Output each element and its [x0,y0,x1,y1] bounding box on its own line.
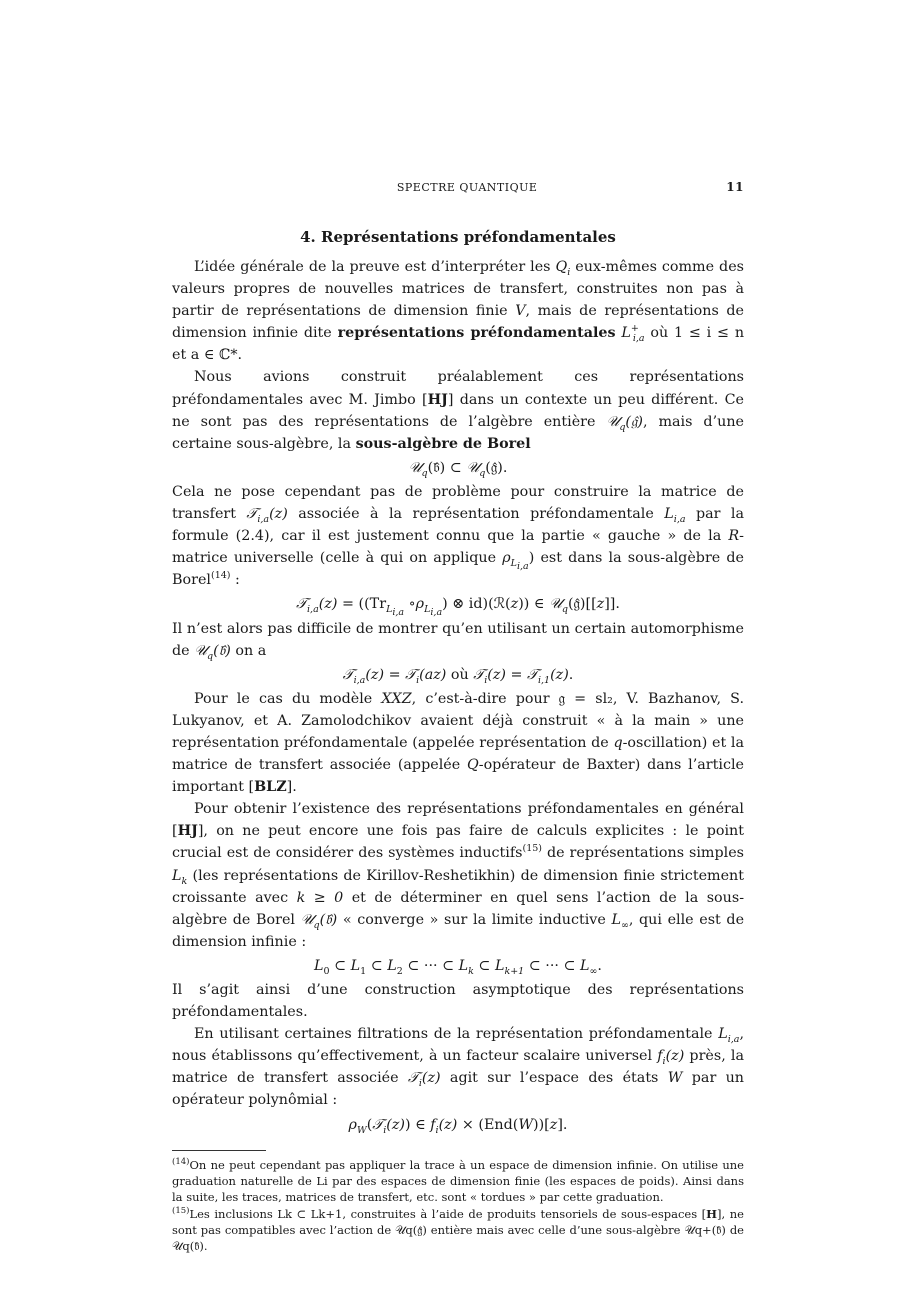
paragraph-4 [172,618,744,662]
footnote-mark-14: (14) [172,1156,190,1167]
math-k-ge-0: k ≥ 0 [296,889,344,906]
paragraph-3 [172,481,744,591]
math-v: V [515,303,526,320]
running-header [172,180,744,194]
math-fi-z: $f_i(z)$ [657,1048,685,1068]
citation-hj-2: HJ [177,823,198,840]
paragraph-7: Il s’agit ainsi d’une construction asymptotique des représentations préfondamentales. [172,982,744,1021]
text: où 1 ≤ i ≤ n et a ∈ ℂ*. [172,325,745,364]
text: ) est dans la sous-algèbre de Borel [172,550,745,589]
paragraph-8 [172,1023,744,1111]
running-title: SPECTRE QUANTIQUE [396,181,538,194]
text: -opérateur de Baxter) dans l’article important [ [172,757,744,796]
text: Nous avions construit préalablement ces représentations préfondamentales avec M. Jimbo [ [172,369,744,408]
text: ], on ne peut encore une fois pas faire de calculs explicites : le point crucial est de considérer des systèmes inductifs [172,823,744,862]
math-uq-b: 𝒰$_q$(𝔟̂) [194,642,231,662]
footnote-15 [172,1206,744,1255]
footnote-text: Les inclusions Lk ⊂ Lk+1, construites à l’aide de produits tensoriels de sous-espaces [ [189,1206,707,1221]
text: Pour le cas du modèle [194,690,373,707]
text: près, la matrice de transfert associée [172,1048,744,1087]
math-xxz: XXZ [381,690,412,707]
math-uq-b-2: 𝒰$_q$(𝔟̂) [300,911,338,931]
text: par la formule (2.4), car il est justement connu que la partie « gauche » de la [172,506,744,545]
footnote-ref-15[interactable]: (15) [522,843,543,855]
math-q: q [613,734,623,751]
equation-automorphism: 𝒯$_{i,a}$(z) = 𝒯$_i$(az) où 𝒯$_i$(z) = 𝒯$_{i,1}$(z). [342,666,574,686]
text: -matrice universelle (celle à qui on applique [172,528,744,567]
math-Q: Q [467,757,479,774]
math-uq-g: 𝒰$_q$(𝔤̂) [606,413,643,433]
text: ] dans un contexte un peu différent. Ce ne sont pas des représentations de l’algèbre entière [172,391,744,430]
footnote-rule [172,1150,266,1151]
math-lia-2: $L_{i,a}$ [718,1026,740,1046]
citation-hj: HJ [427,391,448,408]
text: eux-mêmes comme des valeurs propres de nouvelles matrices de transfert, construites non pas à partir de représentations de dimension finie [172,259,744,320]
equation-inductive-chain: $L_0$ ⊂ $L_1$ ⊂ $L_2$ ⊂ ··· ⊂ $L_k$ ⊂ $L_{k+1}$ ⊂ ··· ⊂ $L_\infty$. [314,957,602,977]
paragraph-5 [172,688,744,798]
text: , qui elle est de dimension infinie : [172,911,745,950]
footnote-text: On ne peut cependant pas appliquer la trace à un espace de dimension infinie. On utilise une graduation naturelle de Li par des espaces de dimension finie (les espaces de poids). Ainsi dans la suite, les traces, matrices de transfert, etc. sont « tordues » par cette graduation. [172,1157,744,1205]
math-lk: $L_k$ [172,867,188,887]
text: agit sur l’espace des états [449,1070,659,1087]
text: de représentations simples [542,845,744,862]
paragraph-1 [172,256,744,366]
text: Pour obtenir l’existence des représentations préfondamentales en général [ [172,801,744,840]
footnote-text: ], ne sont pas compatibles avec l’action de 𝒰q(𝔤̂) entière mais avec celle d’une sous-algèbre 𝒰q+(𝔟̂) de 𝒰q(𝔟̂). [172,1206,744,1254]
citation-h: H [706,1206,718,1221]
text: Cela ne pose cependant pas de problème pour construire la matrice de transfert [172,483,744,523]
math-tia-z: 𝒯$_{i,a}$(z) [246,506,288,525]
text: on a [235,642,267,659]
footnote-ref-14[interactable]: (14) [210,570,231,582]
page-number: 11 [726,180,744,194]
text: -oscillation) et la matrice de transfert associée (appelée [172,734,744,774]
text: , c’est-à-dire pour 𝔤 = sl₂, V. Bazhanov, S. Lukyanov, et A. Zamolodchikov avaient déjà construit « à la main » une représentation préfondamentale (appelée représentation de [172,690,744,751]
document-page [172,180,744,1254]
text: et de déterminer en quel sens l’action de la sous-algèbre de Borel [172,889,745,928]
text: (les représentations de Kirillov-Reshetikhin) de dimension finie strictement croissante avec [172,867,744,906]
text: ]. [286,779,297,796]
text: L’idée générale de la preuve est d’interpréter les [194,259,551,275]
bold-term-borel: sous-algèbre de Borel [355,435,531,452]
math-linf: $L_\infty$ [611,911,629,931]
math-w: W [667,1070,683,1087]
footnote-14 [172,1157,744,1206]
math-r: R [728,528,740,545]
equation-transfer-matrix: 𝒯$_{i,a}$(z) = (($Tr_{L_{i,a}}$ $\circ\rho_{L_{i,a}}$) ⊗ id)(ℛ(z)) ∈ 𝒰$_q$(𝔤̂)[[z]]. [296,596,620,619]
math-ti-z: 𝒯$_i$(z) [407,1070,441,1090]
text: , mais d’une certaine sous-algèbre, la [172,413,744,452]
text: : [230,572,240,589]
footnote-mark-15: (15) [172,1205,190,1216]
text: associée à la représentation préfondamentale [298,506,654,523]
text: Il n’est alors pas difficile de montrer qu’en utilisant un certain automorphisme de [172,620,744,659]
math-lia: $L_{i,a}$ [664,506,686,525]
text: par un opérateur polynômial : [172,1070,745,1109]
bold-term-prefundamental: représentations préfondamentales [337,325,616,342]
text: « converge » sur la limite inductive [342,911,606,928]
paragraph-2 [172,366,744,454]
text: , nous établissons qu’effectivement, à un facteur scalaire universel [172,1026,745,1065]
math-qi: $Q_i$ [555,259,571,278]
citation-blz: BLZ [254,779,287,796]
text: , mais de représentations de dimension infinie dite [172,303,744,342]
math-rho-lia: $\rho_{L_{i,a}}$ [502,550,529,572]
math-lia-plus: $L^+_{i,a}$ [621,323,645,345]
equation-polynomial-operator: $\rho_W(𝒯_i(z))$ ∈ $f_i(z) \times (End(W))[z]$. [348,1116,568,1136]
equation-borel-inclusion: 𝒰$_q$(𝔟̂) ⊂ 𝒰$_q$(𝔤̂). [408,459,508,479]
text: En utilisant certaines filtrations de la représentation préfondamentale [194,1026,713,1043]
paragraph-6 [172,798,744,953]
section-title: 4. Représentations préfondamentales [300,228,616,246]
